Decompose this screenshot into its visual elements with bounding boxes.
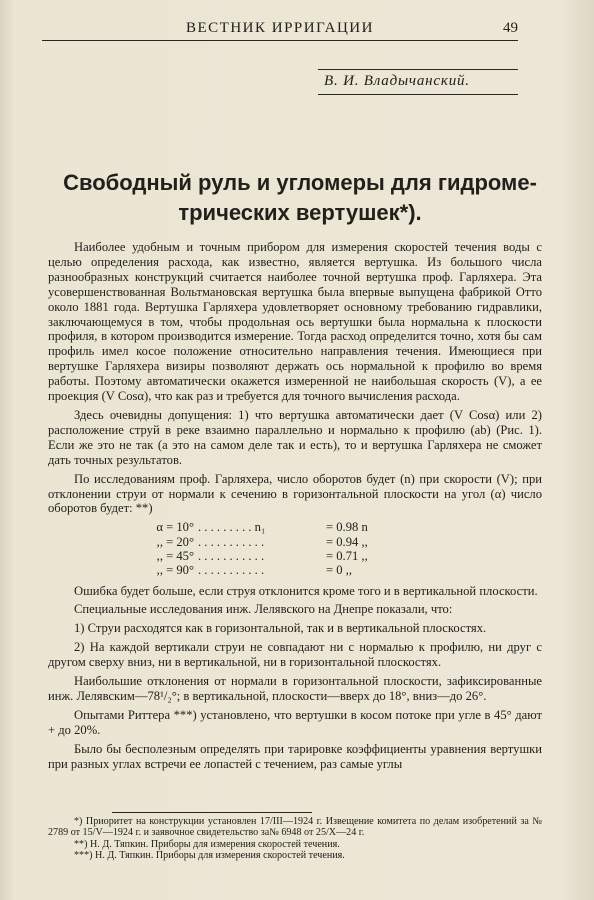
- formula-angle: ,, = 20°: [156, 534, 194, 549]
- formula-value: = 0.98 n: [326, 520, 368, 535]
- formula-row: [48, 549, 542, 563]
- paragraph: Опытами Риттера ***) установлено, что вертушки в косом потоке при угле в 45° дают + до 20%.: [48, 707, 542, 737]
- journal-title: ВЕСТНИК ИРРИГАЦИИ: [186, 20, 374, 36]
- paragraph: Специальные исследования инж. Лелявского на Днепре показали, что:: [74, 602, 453, 617]
- formula-value: = 0 ,,: [326, 563, 352, 578]
- formula-row: [48, 520, 542, 534]
- paragraph: 1) Струи расходятся как в горизонтальной, так и в вертикальной плоскостях.: [74, 621, 487, 636]
- footnote: ***) Н. Д. Тяпкин. Приборы для измерения скоростей течения.: [74, 850, 345, 862]
- author-name: В. И. Владычанский.: [324, 73, 470, 89]
- formula-row: [48, 563, 542, 577]
- formula-dots: . . . . . . . . . n₁: [198, 520, 266, 535]
- formula-angle: ,, = 90°: [156, 563, 194, 578]
- footnote: *) Приоритет на конструкции установлен 17/III—1924 г. Извещение комитета по делам изобретений за № 2789 от 15/V—1924 г. и заявочное свидетельство за№ 6948 от 25/X—24 г.: [48, 816, 542, 839]
- paragraph: 2) На каждой вертикали струи не совпадают ни с нормалью к профилю, ни друг с другом сверху вниз, ни в вертикальной, ни в горизонтальной плоскостях.: [48, 640, 542, 670]
- formula-value: = 0.71 ,,: [326, 548, 368, 563]
- footnotes: [48, 812, 542, 862]
- rotation-formula-table: [48, 520, 542, 577]
- footnote-divider: [112, 812, 312, 813]
- page-number: 49: [503, 20, 518, 36]
- formula-row: [48, 535, 542, 549]
- formula-dots: . . . . . . . . . . .: [198, 548, 265, 563]
- title-line-1: Свободный руль и угломеры для гидроме-: [63, 170, 537, 195]
- formula-dots: . . . . . . . . . . .: [198, 563, 265, 578]
- paragraph: Наибольшие отклонения от нормали в горизонтальной плоскости, зафиксированные инж. Лелявским—78¹/₂°; в вертикальной, плоскости—вверх до 18°, вниз—до 26°.: [48, 674, 542, 703]
- paragraph: Ошибка будет больше, если струя отклонится кроме того и в вертикальной плоскости.: [74, 583, 538, 598]
- article-body: [48, 240, 542, 775]
- formula-angle: ,, = 45°: [156, 548, 194, 563]
- author-block: [318, 69, 518, 95]
- title-line-2: трических вертушек*).: [178, 200, 422, 225]
- running-header: [42, 18, 518, 41]
- footnote: **) Н. Д. Тяпкин. Приборы для измерения скоростей течения.: [74, 838, 340, 850]
- paragraph: Здесь очевидны допущения: 1) что вертушка автоматически дает (V Cosα) или 2) расположение струй в реке взаимно параллельно и нормально к профилю (ab) (Рис. 1). Если же это не так (а это на самом деле так и есть), то и вертушка Гарляхера не сможет дать точных результатов.: [48, 407, 542, 467]
- paragraph: Наиболее удобным и точным прибором для измерения скоростей течения воды с целью определения расхода, как известно, является вертушка. Из большого числа разнообразных конструкций считается наиболее точной вертушка проф. Гарляхера. Эта усовершенствованная Вольтмановская вертушка была впервые выпущена фабрикой Отто около 1881 года. Вертушка Гарляхера удовлетворяет основному требованию гидравлики, заключающемуся в том, чтобы продольная ось вертушки была нормальна к плоскости профиля, в котором производится измерение. Тогда расход определится точно, хотя бы сам профиль имел косое положение относительно направления течения. Имеющиеся при вертушке Гарляхера визиры позволяют держать ось нормальной к профилю во время работы. Поэтому автоматически окажется измеренной не наибольшая скорость (V), а ее проекция (V Cosα), что как раз и требуется для точного вычисления расхода.: [48, 240, 542, 404]
- paragraph: Было бы бесполезным определять при тарировке коэффициенты уравнения вертушки при разных углах встречи ее лопастей с течением, раз самые углы: [48, 741, 542, 771]
- article-title: [40, 168, 560, 228]
- formula-value: = 0.94 ,,: [326, 534, 368, 549]
- paragraph: По исследованиям проф. Гарляхера, число оборотов будет (n) при скорости (V); при отклонении струи от нормали к сечению в горизонтальной плоскости на угол (α) число оборотов будет: **): [48, 471, 542, 516]
- formula-angle: α = 10°: [156, 520, 194, 535]
- formula-dots: . . . . . . . . . . .: [198, 534, 265, 549]
